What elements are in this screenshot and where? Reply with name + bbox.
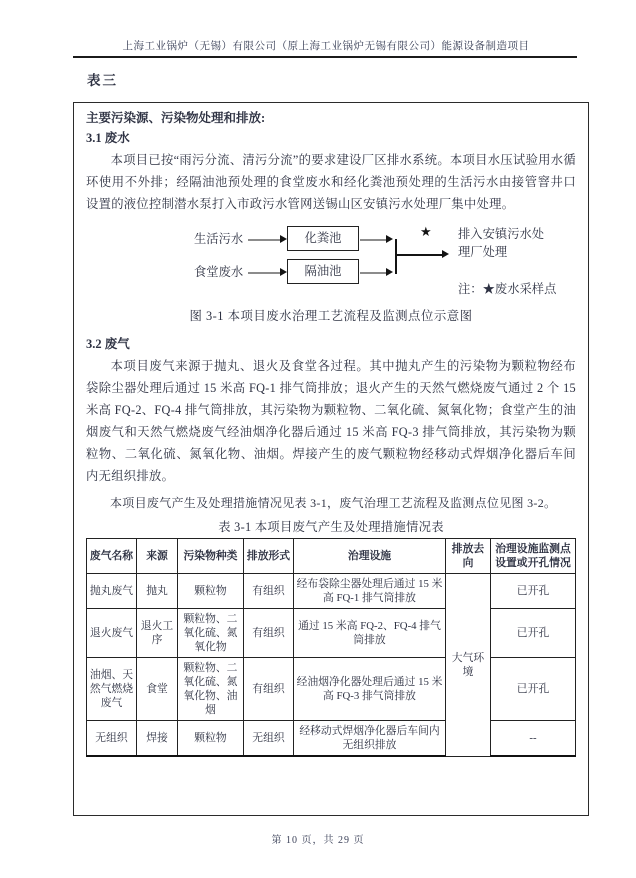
figure-3-1-caption: 图 3-1 本项目废水治理工艺流程及监测点位示意图 (189, 309, 473, 323)
col-header-form: 排放形式 (244, 539, 294, 574)
flow-outlet-text: 排入安镇污水处理厂处理 (458, 227, 545, 259)
table-row (87, 609, 576, 658)
cell-treatment: 经布袋除尘器处理后通过 15 米高 FQ-1 排气筒排放 (294, 574, 446, 609)
flow-input-domestic-sewage: 生活污水 (194, 232, 244, 246)
merge-line (395, 239, 397, 274)
flow-input-canteen-wastewater: 食堂废水 (194, 265, 244, 279)
wastewater-paragraph: 本项目已按“雨污分流、清污分流”的要求建设厂区排水系统。本项目水压试验用水循环使用不外排；经隔油池预处理的食堂废水和经化粪池预处理的生活污水由接管窨井口设置的液位控制潜水泵打入市政污水管网送锡山区安镇污水处理厂集中处理。 (86, 153, 576, 211)
cell-monitor: -- (491, 721, 576, 757)
arrow-head (280, 235, 287, 243)
col-header-monitor: 治理设施监测点设置或开孔情况 (491, 539, 576, 574)
cell-source: 退火工序 (137, 609, 178, 658)
arrow-head (386, 235, 393, 243)
cell-pollutants: 颗粒物、二氧化硫、氮氧化物 (178, 609, 244, 658)
page-number-footer: 第 10 页，共 29 页 (271, 835, 365, 846)
cell-destination-merged: 大气环境 (446, 574, 491, 757)
form-label: 表三 (87, 73, 118, 88)
table-row (87, 574, 576, 609)
col-header-destination: 排放去向 (446, 539, 491, 574)
heading-3-2: 3.2 废气 (86, 337, 130, 351)
outfall-arrow-head (442, 250, 449, 258)
col-header-source: 来源 (137, 539, 178, 574)
cell-pollutants: 颗粒物、二氧化硫、氮氧化物、油烟 (178, 658, 244, 721)
table-header-row (87, 539, 576, 574)
cell-form: 有组织 (244, 574, 294, 609)
outfall-arrow-line (395, 254, 442, 256)
arrow-line (360, 239, 387, 241)
table-row (87, 721, 576, 757)
cell-pollutants: 颗粒物 (178, 574, 244, 609)
cell-name: 无组织 (87, 721, 137, 757)
wastewater-flow-diagram (86, 223, 576, 299)
arrow-head (386, 268, 393, 276)
col-header-name: 废气名称 (87, 539, 137, 574)
cell-form: 有组织 (244, 609, 294, 658)
wastegas-measures-table (86, 538, 576, 757)
flow-box-grease-trap: 隔油池 (287, 259, 359, 284)
page-header-title: 上海工业锅炉（无锡）有限公司（原上海工业锅炉无锡有限公司）能源设备制造项目 (122, 41, 530, 52)
arrow-line (248, 239, 281, 241)
cell-treatment: 通过 15 米高 FQ-2、FQ-4 排气筒排放 (294, 609, 446, 658)
arrow-line (248, 272, 281, 274)
cell-name: 油烟、天然气燃烧废气 (87, 658, 137, 721)
section-heading: 主要污染源、污染物处理和排放: (86, 111, 266, 125)
cell-monitor: 已开孔 (491, 574, 576, 609)
cell-name: 抛丸废气 (87, 574, 137, 609)
cell-treatment: 经移动式焊烟净化器后车间内无组织排放 (294, 721, 446, 757)
arrow-line (360, 272, 387, 274)
cell-source: 焊接 (137, 721, 178, 757)
wastegas-paragraph-2: 本项目废气产生及处理措施情况见表 3-1，废气治理工艺流程及监测点位见图 3-2。 (110, 496, 557, 510)
cell-form: 无组织 (244, 721, 294, 757)
col-header-pollutants: 污染物种类 (178, 539, 244, 574)
cell-source: 抛丸 (137, 574, 178, 609)
col-header-treatment: 治理设施 (294, 539, 446, 574)
heading-3-1: 3.1 废水 (86, 131, 130, 145)
cell-source: 食堂 (137, 658, 178, 721)
cell-form: 有组织 (244, 658, 294, 721)
cell-name: 退火废气 (87, 609, 137, 658)
wastegas-paragraph-1: 本项目废气来源于抛丸、退火及食堂各过程。其中抛丸产生的污染物为颗粒物经布袋除尘器处理后通过 15 米高 FQ-1 排气筒排放；退火产生的天然气燃烧废气通过 2 个 15 米高 FQ-2、FQ-4 排气筒排放，其污染物为颗粒物、二氧化硫、氮氧化物；食堂产生的油烟废气和天然气燃烧废气经油烟净化器后通过 15 米高 FQ-3 排气筒排放，其污染物为颗粒物、二氧化硫、氮氧化物、油烟。焊接产生的废气颗粒物经移动式焊烟净化器后车间内无组织排放。 (86, 359, 576, 483)
table-row (87, 658, 576, 721)
cell-monitor: 已开孔 (491, 609, 576, 658)
diagram-note: 注：★废水采样点 (458, 282, 557, 296)
table-3-1-caption: 表 3-1 本项目废气产生及处理措施情况表 (218, 520, 444, 534)
cell-pollutants: 颗粒物 (178, 721, 244, 757)
content-box (73, 102, 589, 816)
cell-monitor: 已开孔 (491, 658, 576, 721)
arrow-head (280, 268, 287, 276)
flow-box-septic-tank: 化粪池 (287, 226, 359, 251)
header-divider (73, 56, 577, 58)
sampling-point-star-icon: ★ (420, 224, 432, 239)
cell-treatment: 经油烟净化器处理后通过 15 米高 FQ-3 排气筒排放 (294, 658, 446, 721)
